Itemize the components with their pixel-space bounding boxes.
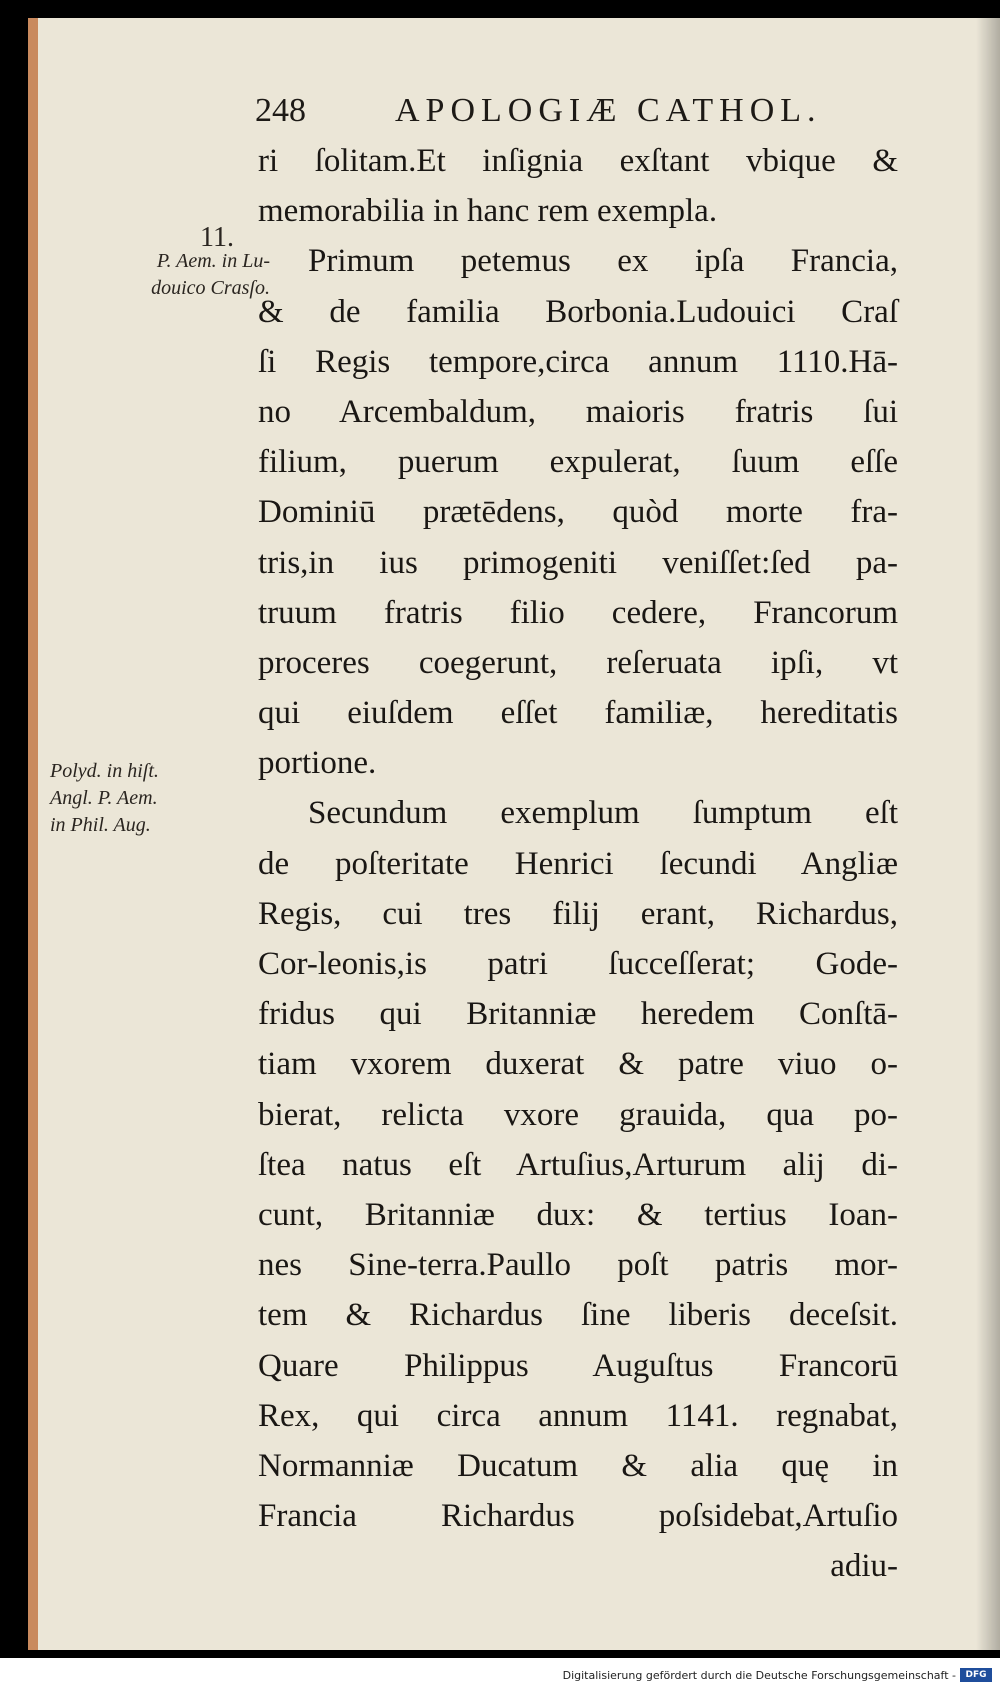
text-line: cunt, Britanniæ dux: & tertius Ioan-	[258, 1196, 898, 1233]
marginal-note-line: in Phil. Aug.	[50, 814, 151, 836]
marginal-note-line: douico Crasſo.	[151, 277, 270, 299]
text-line: ſi Regis tempore,circa annum 1110.Hā-	[258, 343, 898, 380]
text-line: filium, puerum expulerat, ſuum eſſe	[258, 444, 898, 481]
text-line: Quare Philippus Auguſtus Francorū	[258, 1347, 898, 1384]
page-header	[255, 92, 895, 142]
funding-credit: Digitalisierung gefördert durch die Deutsche Forschungsgemeinschaft -	[562, 1669, 956, 1682]
digitization-footer	[0, 1658, 1000, 1700]
marginal-note-citation-2	[50, 758, 270, 839]
text-line: & de familia Borbonia.Ludouici Craſ	[258, 293, 898, 330]
text-line: de poſteritate Henrici ſecundi Angliæ	[258, 845, 898, 882]
marginal-note-citation-1	[50, 248, 270, 302]
text-line: Francia Richardus poſsidebat,Artuſio	[258, 1498, 898, 1535]
text-line: portione.	[258, 745, 377, 782]
text-line: tris,in ius primogeniti veniſſet:ſed pa-	[258, 544, 898, 581]
text-line: ri ſolitam.Et inſignia exſtant vbique &	[258, 143, 898, 179]
text-line: tem & Richardus ſine liberis deceſsit.	[258, 1297, 898, 1334]
dfg-logo: DFG	[960, 1668, 992, 1682]
text-line: memorabilia in hanc rem exempla.	[258, 193, 718, 230]
text-line: Secundum exemplum ſumptum eſt	[308, 795, 898, 832]
text-line: bierat, relicta vxore grauida, qua po-	[258, 1096, 898, 1133]
text-line: Cor-leonis,is patri ſucceſſerat; Gode-	[258, 946, 898, 982]
running-title: APOLOGIÆ CATHOL.	[395, 92, 822, 129]
marginal-note-line: P. Aem. in Lu-	[156, 250, 270, 272]
marginal-note-line: Angl. P. Aem.	[50, 787, 158, 809]
marginal-note-line: Polyd. in hiſt.	[50, 760, 159, 782]
text-line: Regis, cui tres filij erant, Richardus,	[258, 895, 898, 932]
text-line: nes Sine-terra.Paullo poſt patris mor-	[258, 1247, 898, 1284]
text-line: tiam vxorem duxerat & patre viuo o-	[258, 1046, 898, 1083]
page-gutter-shadow	[976, 18, 1000, 1650]
section-number: 11.	[200, 222, 234, 253]
body-text	[258, 136, 898, 1591]
text-line: no Arcembaldum, maioris fratris ſui	[258, 393, 898, 430]
text-line: Dominiū prætēdens, quòd morte fra-	[258, 494, 898, 531]
page-number: 248	[255, 92, 306, 129]
text-line: Rex, qui circa annum 1141. regnabat,	[258, 1397, 898, 1434]
text-line: Normanniæ Ducatum & alia quę in	[258, 1447, 898, 1484]
text-line: qui eiuſdem eſſet familiæ, hereditatis	[258, 695, 898, 732]
text-line: fridus qui Britanniæ heredem Conſtā-	[258, 996, 898, 1033]
catchword: adiu-	[830, 1548, 898, 1585]
text-line: proceres coegerunt, reſeruata ipſi, vt	[258, 644, 898, 681]
text-line: truum fratris filio cedere, Francorum	[258, 594, 898, 631]
text-line: ſtea natus eſt Artuſius,Arturum alij di-	[258, 1146, 898, 1183]
text-line: Primum petemus ex ipſa Francia,	[308, 243, 898, 280]
